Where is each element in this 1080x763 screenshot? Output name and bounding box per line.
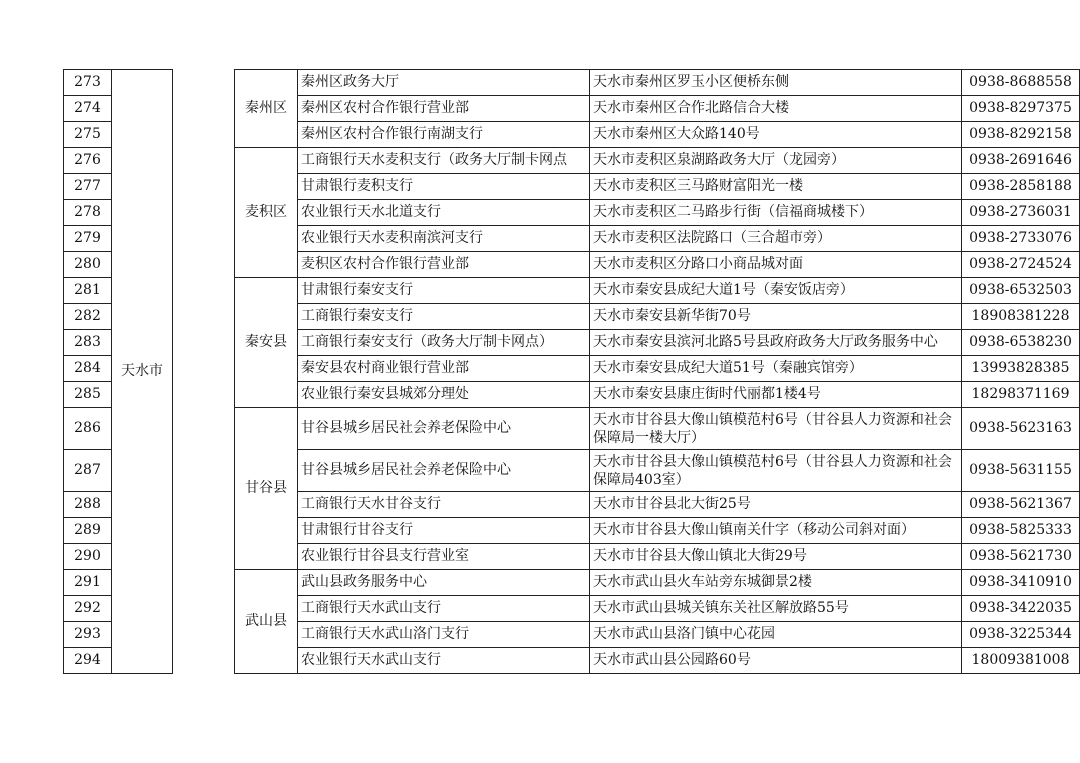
outlet-address: 天水市麦积区泉湖路政务大厅（龙园旁）: [590, 148, 962, 174]
outlet-phone: 0938-5621367: [962, 492, 1080, 518]
outlet-address: 天水市武山县城关镇东关社区解放路55号: [590, 596, 962, 622]
row-number: 275: [64, 122, 112, 148]
outlet-phone: 18908381228: [962, 304, 1080, 330]
district-cell: 秦安县: [235, 278, 298, 408]
outlet-name: 甘谷县城乡居民社会养老保险中心: [298, 450, 590, 492]
outlet-name: 秦州区农村合作银行南湖支行: [298, 122, 590, 148]
outlet-phone: 0938-5631155: [962, 450, 1080, 492]
row-number: 286: [64, 408, 112, 450]
outlet-phone: 0938-8297375: [962, 96, 1080, 122]
outlet-name: 秦州区农村合作银行营业部: [298, 96, 590, 122]
district-cell: 秦州区: [235, 70, 298, 148]
outlet-name: 秦安县农村商业银行营业部: [298, 356, 590, 382]
outlet-phone: 0938-2733076: [962, 226, 1080, 252]
row-number: 285: [64, 382, 112, 408]
outlet-address: 天水市秦州区合作北路信合大楼: [590, 96, 962, 122]
outlet-phone: 0938-5623163: [962, 408, 1080, 450]
outlet-address: 天水市武山县洛门镇中心花园: [590, 622, 962, 648]
row-number: 276: [64, 148, 112, 174]
outlet-phone: 0938-3410910: [962, 570, 1080, 596]
outlet-address: 天水市麦积区分路口小商品城对面: [590, 252, 962, 278]
outlet-address: 天水市秦安县滨河北路5号县政府政务大厅政务服务中心: [590, 330, 962, 356]
row-number: 287: [64, 450, 112, 492]
outlet-name: 武山县政务服务中心: [298, 570, 590, 596]
outlet-address: 天水市甘谷县大像山镇模范村6号（甘谷县人力资源和社会保障局一楼大厅）: [590, 408, 962, 450]
outlet-address: 天水市秦安县新华街70号: [590, 304, 962, 330]
row-number: 283: [64, 330, 112, 356]
outlet-phone: 0938-2724524: [962, 252, 1080, 278]
row-number: 293: [64, 622, 112, 648]
row-number: 291: [64, 570, 112, 596]
outlet-phone: 0938-6538230: [962, 330, 1080, 356]
outlet-address: 天水市秦州区大众路140号: [590, 122, 962, 148]
outlet-phone: 18009381008: [962, 648, 1080, 674]
outlet-phone: 0938-5621730: [962, 544, 1080, 570]
row-number: 280: [64, 252, 112, 278]
outlet-address: 天水市麦积区二马路步行街（信福商城楼下）: [590, 200, 962, 226]
row-number: 290: [64, 544, 112, 570]
outlet-phone: 0938-3422035: [962, 596, 1080, 622]
outlet-phone: 0938-8688558: [962, 70, 1080, 96]
outlet-phone: 0938-2736031: [962, 200, 1080, 226]
outlet-name: 甘肃银行甘谷支行: [298, 518, 590, 544]
outlet-phone: 18298371169: [962, 382, 1080, 408]
outlet-address: 天水市秦安县成纪大道1号（秦安饭店旁）: [590, 278, 962, 304]
outlet-name: 农业银行甘谷县支行营业室: [298, 544, 590, 570]
outlet-name: 工商银行天水甘谷支行: [298, 492, 590, 518]
column-gap: [173, 70, 235, 674]
row-number: 292: [64, 596, 112, 622]
outlet-name: 工商银行天水麦积支行（政务大厅制卡网点: [298, 148, 590, 174]
outlet-phone: 0938-6532503: [962, 278, 1080, 304]
outlet-phone: 0938-2858188: [962, 174, 1080, 200]
outlet-name: 农业银行秦安县城郊分理处: [298, 382, 590, 408]
outlet-name: 农业银行天水北道支行: [298, 200, 590, 226]
row-number: 273: [64, 70, 112, 96]
table-row: [64, 70, 1080, 96]
row-number: 281: [64, 278, 112, 304]
outlet-name: 甘肃银行麦积支行: [298, 174, 590, 200]
row-number: 288: [64, 492, 112, 518]
outlet-phone: 0938-8292158: [962, 122, 1080, 148]
outlet-phone: 0938-5825333: [962, 518, 1080, 544]
outlet-address: 天水市秦州区罗玉小区便桥东侧: [590, 70, 962, 96]
outlet-name: 甘肃银行秦安支行: [298, 278, 590, 304]
outlet-address: 天水市武山县火车站旁东城御景2楼: [590, 570, 962, 596]
outlet-name: 麦积区农村合作银行营业部: [298, 252, 590, 278]
city-cell: 天水市: [112, 70, 173, 674]
outlet-table: [63, 69, 1080, 674]
row-number: 278: [64, 200, 112, 226]
row-number: 279: [64, 226, 112, 252]
outlet-name: 工商银行秦安支行（政务大厅制卡网点）: [298, 330, 590, 356]
outlet-address: 天水市甘谷县大像山镇南关什字（移动公司斜对面）: [590, 518, 962, 544]
outlet-address: 天水市武山县公园路60号: [590, 648, 962, 674]
outlet-address: 天水市秦安县成纪大道51号（秦融宾馆旁）: [590, 356, 962, 382]
district-cell: 武山县: [235, 570, 298, 674]
outlet-name: 甘谷县城乡居民社会养老保险中心: [298, 408, 590, 450]
district-cell: 麦积区: [235, 148, 298, 278]
outlet-name: 农业银行天水武山支行: [298, 648, 590, 674]
row-number: 294: [64, 648, 112, 674]
outlet-phone: 0938-2691646: [962, 148, 1080, 174]
outlet-name: 秦州区政务大厅: [298, 70, 590, 96]
outlet-address: 天水市甘谷县大像山镇北大街29号: [590, 544, 962, 570]
outlet-name: 工商银行天水武山支行: [298, 596, 590, 622]
outlet-address: 天水市甘谷县北大街25号: [590, 492, 962, 518]
outlet-address: 天水市秦安县康庄街时代丽都1楼4号: [590, 382, 962, 408]
outlet-phone: 13993828385: [962, 356, 1080, 382]
outlet-name: 农业银行天水麦积南滨河支行: [298, 226, 590, 252]
outlet-name: 工商银行秦安支行: [298, 304, 590, 330]
outlet-address: 天水市甘谷县大像山镇模范村6号（甘谷县人力资源和社会保障局403室）: [590, 450, 962, 492]
row-number: 274: [64, 96, 112, 122]
row-number: 282: [64, 304, 112, 330]
outlet-address: 天水市麦积区法院路口（三合超市旁）: [590, 226, 962, 252]
outlet-address: 天水市麦积区三马路财富阳光一楼: [590, 174, 962, 200]
row-number: 289: [64, 518, 112, 544]
outlet-phone: 0938-3225344: [962, 622, 1080, 648]
row-number: 277: [64, 174, 112, 200]
district-cell: 甘谷县: [235, 408, 298, 570]
row-number: 284: [64, 356, 112, 382]
outlet-name: 工商银行天水武山洛门支行: [298, 622, 590, 648]
